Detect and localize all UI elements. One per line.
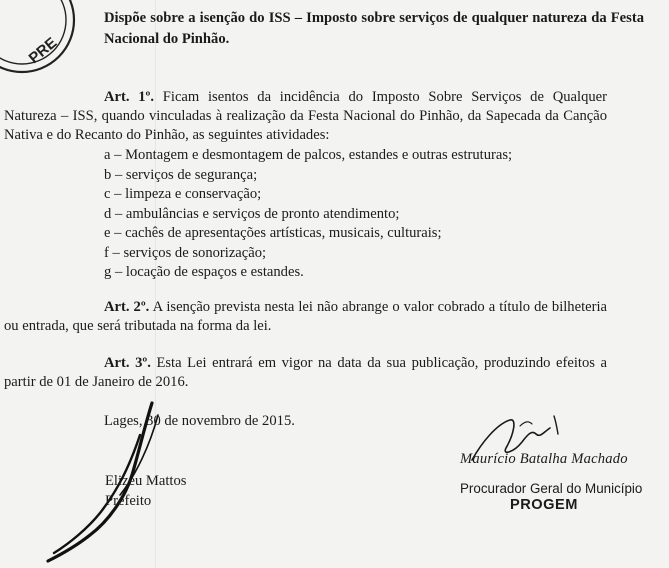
article-1-label: Art. 1º. — [104, 89, 155, 105]
list-item: f – serviços de sonorização; — [104, 244, 267, 261]
article-2 — [4, 298, 607, 336]
procurador-name: Maurício Batalha Machado — [460, 451, 628, 467]
list-item: g – locação de espaços e estandes. — [104, 264, 304, 280]
procurador-org: PROGEM — [510, 497, 578, 513]
article-1 — [4, 88, 607, 145]
mayor-title: Prefeito — [105, 493, 152, 509]
list-item: a – Montagem e desmontagem de palcos, estandes e outras estruturas; — [104, 147, 513, 163]
article-1-item-list — [104, 146, 604, 283]
article-2-text: A isenção prevista nesta lei não abrange o valor cobrado a título de bilheteria ou entrada, que será tributada na forma da lei. — [4, 299, 607, 334]
article-3-label: Art. 3º. — [104, 355, 151, 371]
article-1-text: Ficam isentos da incidência do Imposto Sobre Serviços de Qualquer Natureza – ISS, quando vinculadas à realização da Festa Nacional do Pinhão, da Sapecada da Canção Nativa e do Recanto do Pinhão, as seguintes atividades: — [4, 89, 607, 143]
stamp-seal — [0, 0, 82, 80]
mayor-signature-block — [105, 471, 186, 511]
list-item: c – limpeza e conservação; — [104, 186, 262, 202]
place-date-line: Lages, 30 de novembro de 2015. — [104, 413, 295, 429]
article-3 — [4, 354, 607, 392]
list-item: e – cachês de apresentações artísticas, musicais, culturais; — [104, 225, 442, 241]
procurador-role: Procurador Geral do Município — [460, 481, 643, 496]
article-2-label: Art. 2º. — [104, 299, 150, 315]
list-item: d – ambulâncias e serviços de pronto atendimento; — [104, 205, 400, 222]
list-item: b – serviços de segurança; — [104, 166, 258, 183]
article-3-text: Esta Lei entrará em vigor na data da sua publicação, produzindo efeitos a partir de 01 de Janeiro de 2016. — [4, 355, 607, 390]
ementa-heading: Dispõe sobre a isenção do ISS – Imposto sobre serviços de qualquer natureza da Festa Nacional do Pinhão. — [104, 10, 644, 47]
stamp-text: PRE — [25, 34, 61, 68]
mayor-name: Elizeu Mattos — [105, 473, 187, 489]
